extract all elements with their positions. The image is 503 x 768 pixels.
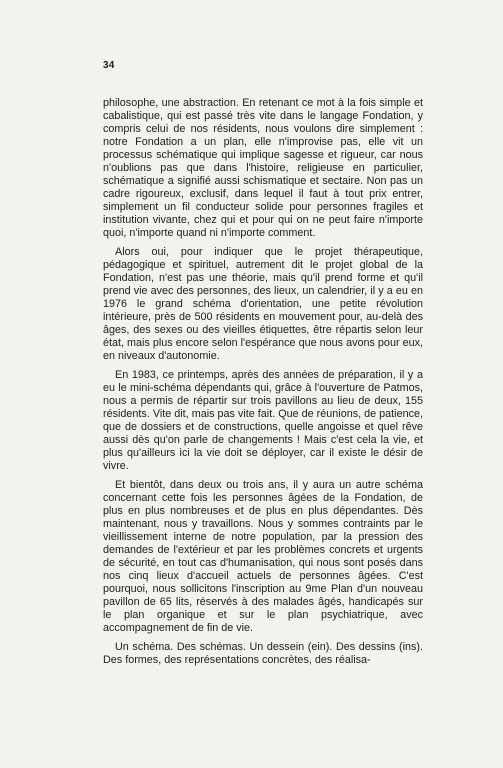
paragraph: En 1983, ce printemps, après des années de préparation, il y a eu le mini-schéma dépendants qui, grâce à l'ouverture de Patmos, nous a permis de répartir sur trois pavillons au lieu de deux, 155 résidents. Vite dit, mais pas vite fait. Que de réunions, de patience, que de dossiers et de constructions, quelle angoisse et quel rêve aussi dès qu'on parle de changements ! Mais c'est cela la vie, et plus qu'ailleurs ici la vie doit se déployer, car il existe le désir de vivre.	[103, 369, 423, 472]
paragraph: Alors oui, pour indiquer que le projet thérapeutique, pédagogique et spirituel, autrement dit le projet global de la Fondation, n'est pas une théorie, mais qu'il prend forme et qu'il prend vie avec des personnes, des lieux, un calendrier, il y a eu en 1976 le grand schéma d'orientation, une petite révolution intérieure, près de 500 résidents en mouvement pour, au-delà des âges, des sexes ou des vieilles étiquettes, être répartis selon leur état, mais plus encore selon l'espérance que nous avons pour eux, en niveaux d'autonomie.	[103, 246, 423, 362]
page-number: 34	[103, 60, 115, 71]
paragraph: Un schéma. Des schémas. Un dessein (ein). Des dessins (ins). Des formes, des représentations concrètes, des réalisa-	[103, 641, 423, 666]
body-text	[103, 97, 423, 673]
paragraph: philosophe, une abstraction. En retenant ce mot à la fois simple et cabalistique, qui est passé très vite dans le langage Fondation, y compris celui de nos résidents, nous voulons dire simplement : notre Fondation a un plan, elle n'improvise pas, elle vit un processus schématique qui implique sagesse et rigueur, car nous n'oublions pas que dans l'histoire, religieuse en particulier, schématique a signifié aussi schismatique et sectaire. Non pas un cadre rigoureux, exclusif, dans lequel il faut à tout prix entrer, simplement un fil conducteur solide pour personnes fragiles et institution vivante, chez qui et pour qui on ne peut faire n'importe quoi, n'importe quand ni n'importe comment.	[103, 97, 423, 239]
paragraph: Et bientôt, dans deux ou trois ans, il y aura un autre schéma concernant cette fois les personnes âgées de la Fondation, de plus en plus nombreuses et de plus en plus dépendantes. Dès maintenant, nous y travaillons. Nous y sommes contraints par le vieillissement interne de notre population, par la pression des demandes de l'extérieur et par les problèmes concrets et urgents de sécurité, en tout cas d'humanisation, qui nous sont posés dans nos cinq lieux d'accueil actuels de personnes âgées. C'est pourquoi, nous sollicitons l'inscription au 9me Plan d'un nouveau pavillon de 65 lits, réservés à des malades âgés, handicapés sur le plan organique et sur le plan psychiatrique, avec accompagnement de fin de vie.	[103, 479, 423, 634]
